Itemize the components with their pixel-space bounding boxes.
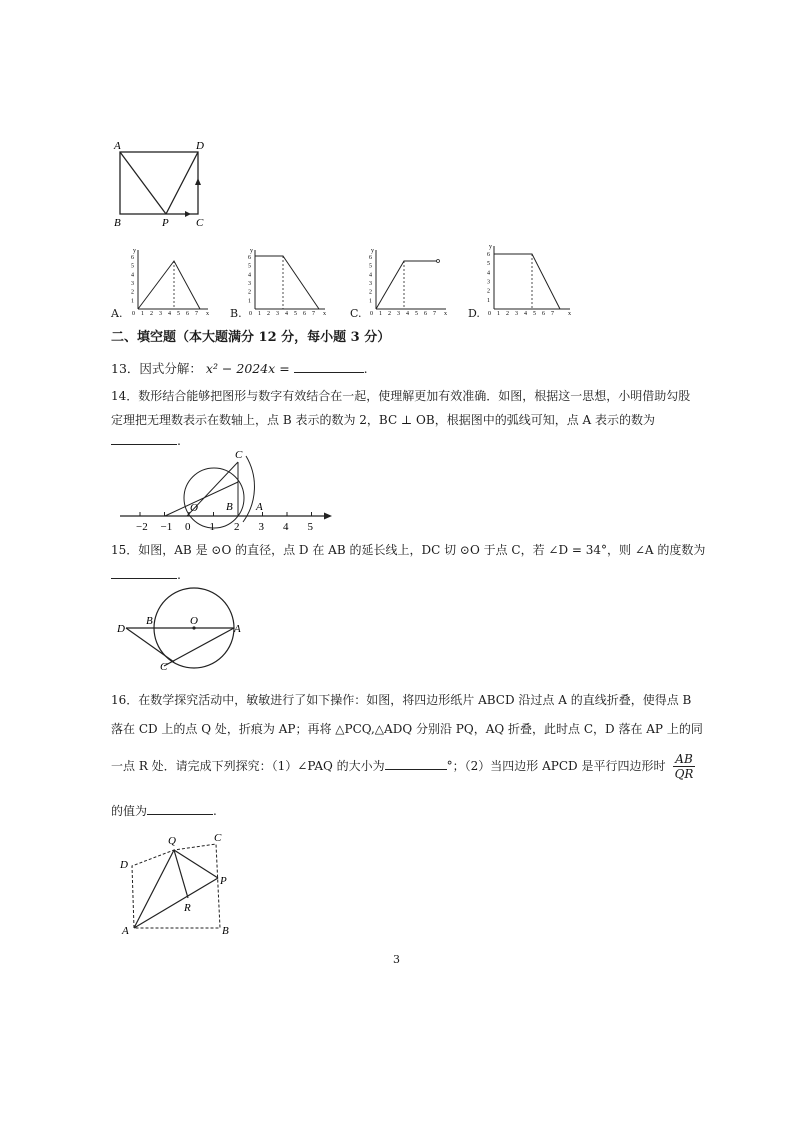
y-tick-label: 2 — [369, 289, 372, 296]
y-tick-label: 2 — [131, 289, 134, 296]
x-tick-label: 4 — [524, 311, 527, 317]
q16-line4 — [111, 802, 217, 819]
y-tick-label: 4 — [487, 270, 490, 277]
q16-fraction — [673, 752, 694, 781]
y-tick-label: 3 — [369, 281, 372, 287]
label-A: A — [114, 140, 121, 152]
x-tick-label: 3 — [276, 311, 279, 317]
number-line-tick-label: 0 — [185, 521, 191, 533]
number-line-figure — [118, 449, 338, 534]
x-tick-label: 2 — [150, 311, 153, 317]
q15-answer — [111, 566, 181, 583]
q16-line3 — [111, 752, 695, 781]
origin: 0 — [370, 311, 373, 317]
q16-blank1[interactable] — [385, 757, 447, 770]
q13-end: . — [363, 361, 368, 376]
y-tick-label: 1 — [131, 298, 134, 305]
y-tick-label: 4 — [131, 272, 134, 279]
q13-prefix: 13．因式分解： — [111, 361, 202, 376]
x-tick-label: 4 — [285, 311, 288, 317]
y-tick-label: 4 — [369, 272, 372, 279]
x-tick-label: 4 — [406, 311, 409, 317]
y-tick-label: 5 — [487, 261, 490, 268]
axis-x: x — [206, 311, 209, 317]
label-A: A — [122, 925, 129, 937]
q16-line4a: 的值为 — [111, 804, 148, 818]
label-Q: Q — [168, 835, 176, 847]
x-tick-label: 2 — [267, 311, 270, 317]
q16-end: . — [213, 804, 217, 818]
label-C: C — [196, 217, 204, 229]
number-line-tick-label: 3 — [258, 521, 264, 533]
question-13 — [111, 360, 368, 377]
y-tick-label: 5 — [131, 263, 134, 270]
graph-option-D — [484, 242, 574, 317]
graph-option-A — [128, 246, 210, 317]
x-tick-label: 5 — [533, 311, 536, 317]
x-tick-label: 6 — [424, 311, 427, 317]
label-P: P — [162, 217, 169, 229]
y-tick-label: 3 — [248, 281, 251, 287]
origin: 0 — [249, 311, 252, 317]
graph-option-C — [366, 246, 448, 317]
y-tick-label: 4 — [248, 272, 251, 279]
y-tick-label: 2 — [248, 289, 251, 296]
label-C: C — [235, 449, 243, 461]
y-tick-label: 6 — [487, 252, 490, 258]
label-B: B — [222, 925, 229, 937]
x-tick-label: 1 — [497, 311, 500, 317]
label-D: D — [120, 859, 128, 871]
label-A: A — [256, 501, 263, 513]
x-tick-label: 6 — [542, 311, 545, 317]
x-tick-label: 1 — [379, 311, 382, 317]
y-tick-label: 5 — [248, 263, 251, 270]
y-tick-label: 2 — [487, 288, 490, 295]
q16-line3b: °；（2）当四边形 APCD 是平行四边形时 — [446, 759, 666, 773]
label-D: D — [117, 623, 125, 635]
y-tick-label: 3 — [487, 279, 490, 286]
x-tick-label: 7 — [195, 311, 198, 317]
y-tick-label: 6 — [369, 255, 372, 261]
y-tick-label: 5 — [369, 263, 372, 270]
axis-y: y — [489, 244, 492, 250]
x-tick-label: 6 — [303, 311, 306, 317]
x-tick-label: 1 — [141, 311, 144, 317]
q16-line1: 16．在数学探究活动中，敏敏进行了如下操作：如图，将四边形纸片 ABCD 沿过点 A 的直线折叠，使得点 B — [111, 693, 692, 707]
label-D: D — [196, 140, 204, 152]
axis-y: y — [250, 248, 253, 254]
x-tick-label: 5 — [294, 311, 297, 317]
x-tick-label: 2 — [506, 311, 509, 317]
x-tick-label: 5 — [177, 311, 180, 317]
q16-blank2[interactable] — [147, 802, 213, 815]
x-tick-label: 3 — [159, 311, 162, 317]
graph-option-B — [245, 246, 327, 317]
axis-x: x — [568, 311, 571, 317]
origin: 0 — [132, 311, 135, 317]
q16-line3a: 一点 R 处．请完成下列探究：（1）∠PAQ 的大小为 — [111, 759, 385, 773]
frac-numerator: AB — [675, 752, 693, 766]
label-B: B — [226, 501, 233, 513]
y-tick-label: 6 — [248, 255, 251, 261]
q15-line1: 15．如图，AB 是 ⊙O 的直径，点 D 在 AB 的延长线上，DC 切 ⊙O 于点 C，若 ∠D = 34°，则 ∠A 的度数为 — [111, 543, 706, 557]
number-line-tick-label: 4 — [283, 521, 289, 533]
y-tick-label: 1 — [248, 298, 251, 305]
axis-y: y — [371, 248, 374, 254]
label-C: C — [160, 661, 168, 673]
option-B-label: B. — [230, 307, 242, 320]
x-tick-label: 3 — [397, 311, 400, 317]
q16-line2: 落在 CD 上的点 Q 处，折痕为 AP；再将 △PCQ,△ADQ 分别沿 PQ，AQ 折叠，此时点 C，D 落在 AP 上的同 — [111, 722, 703, 736]
x-tick-label: 6 — [186, 311, 189, 317]
q14-line2: 定理把无理数表示在数轴上，点 B 表示的数为 2，BC ⊥ OB，根据图中的弧线可知，点 A 表示的数为 — [111, 413, 655, 427]
number-line-tick-label: −2 — [136, 521, 148, 533]
axis-x: x — [323, 311, 326, 317]
origin: 0 — [488, 311, 491, 317]
label-B: B — [114, 217, 121, 229]
q13-expr: x² − 2024x = — [205, 361, 290, 376]
page-number: 3 — [393, 953, 400, 966]
y-tick-label: 1 — [487, 297, 490, 304]
option-D-label: D. — [468, 307, 480, 320]
label-C: C — [214, 832, 222, 844]
x-tick-label: 5 — [415, 311, 418, 317]
label-B: B — [146, 615, 153, 627]
x-tick-label: 7 — [433, 311, 436, 317]
q14-end: . — [177, 433, 181, 448]
x-tick-label: 7 — [551, 311, 554, 317]
x-tick-label: 4 — [168, 311, 171, 317]
q14-blank[interactable] — [111, 432, 177, 445]
q14-answer — [111, 432, 181, 449]
q15-end: . — [177, 567, 181, 582]
q14-line1: 14．数形结合能够把图形与数字有效结合在一起，使理解更加有效准确．如图，根据这一思想，小明借助勾股 — [111, 389, 691, 403]
y-tick-label: 6 — [131, 255, 134, 261]
q13-blank[interactable] — [294, 360, 364, 373]
x-tick-label: 7 — [312, 311, 315, 317]
label-A: A — [234, 623, 241, 635]
label-O: O — [190, 502, 198, 514]
square-figure — [110, 138, 210, 230]
option-A-label: A. — [111, 307, 123, 320]
y-tick-label: 1 — [369, 298, 372, 305]
q15-blank[interactable] — [111, 566, 177, 579]
section-heading: 二、填空题（本大题满分 12 分，每小题 3 分） — [111, 330, 391, 345]
frac-denominator: QR — [674, 767, 694, 781]
circle-figure — [114, 590, 254, 673]
axis-x: x — [444, 311, 447, 317]
label-P: P — [220, 875, 227, 887]
x-tick-label: 1 — [258, 311, 261, 317]
number-line-tick-label: −1 — [160, 521, 173, 533]
fold-figure — [116, 830, 246, 938]
axis-y: y — [133, 248, 136, 254]
number-line-tick-label: 1 — [209, 521, 215, 533]
label-R: R — [184, 902, 191, 914]
number-line-tick-label: 5 — [307, 521, 313, 533]
label-O: O — [190, 615, 198, 627]
x-tick-label: 3 — [515, 311, 518, 317]
option-C-label: C. — [350, 307, 362, 320]
y-tick-label: 3 — [131, 281, 134, 287]
number-line-tick-label: 2 — [234, 521, 240, 533]
x-tick-label: 2 — [388, 311, 391, 317]
